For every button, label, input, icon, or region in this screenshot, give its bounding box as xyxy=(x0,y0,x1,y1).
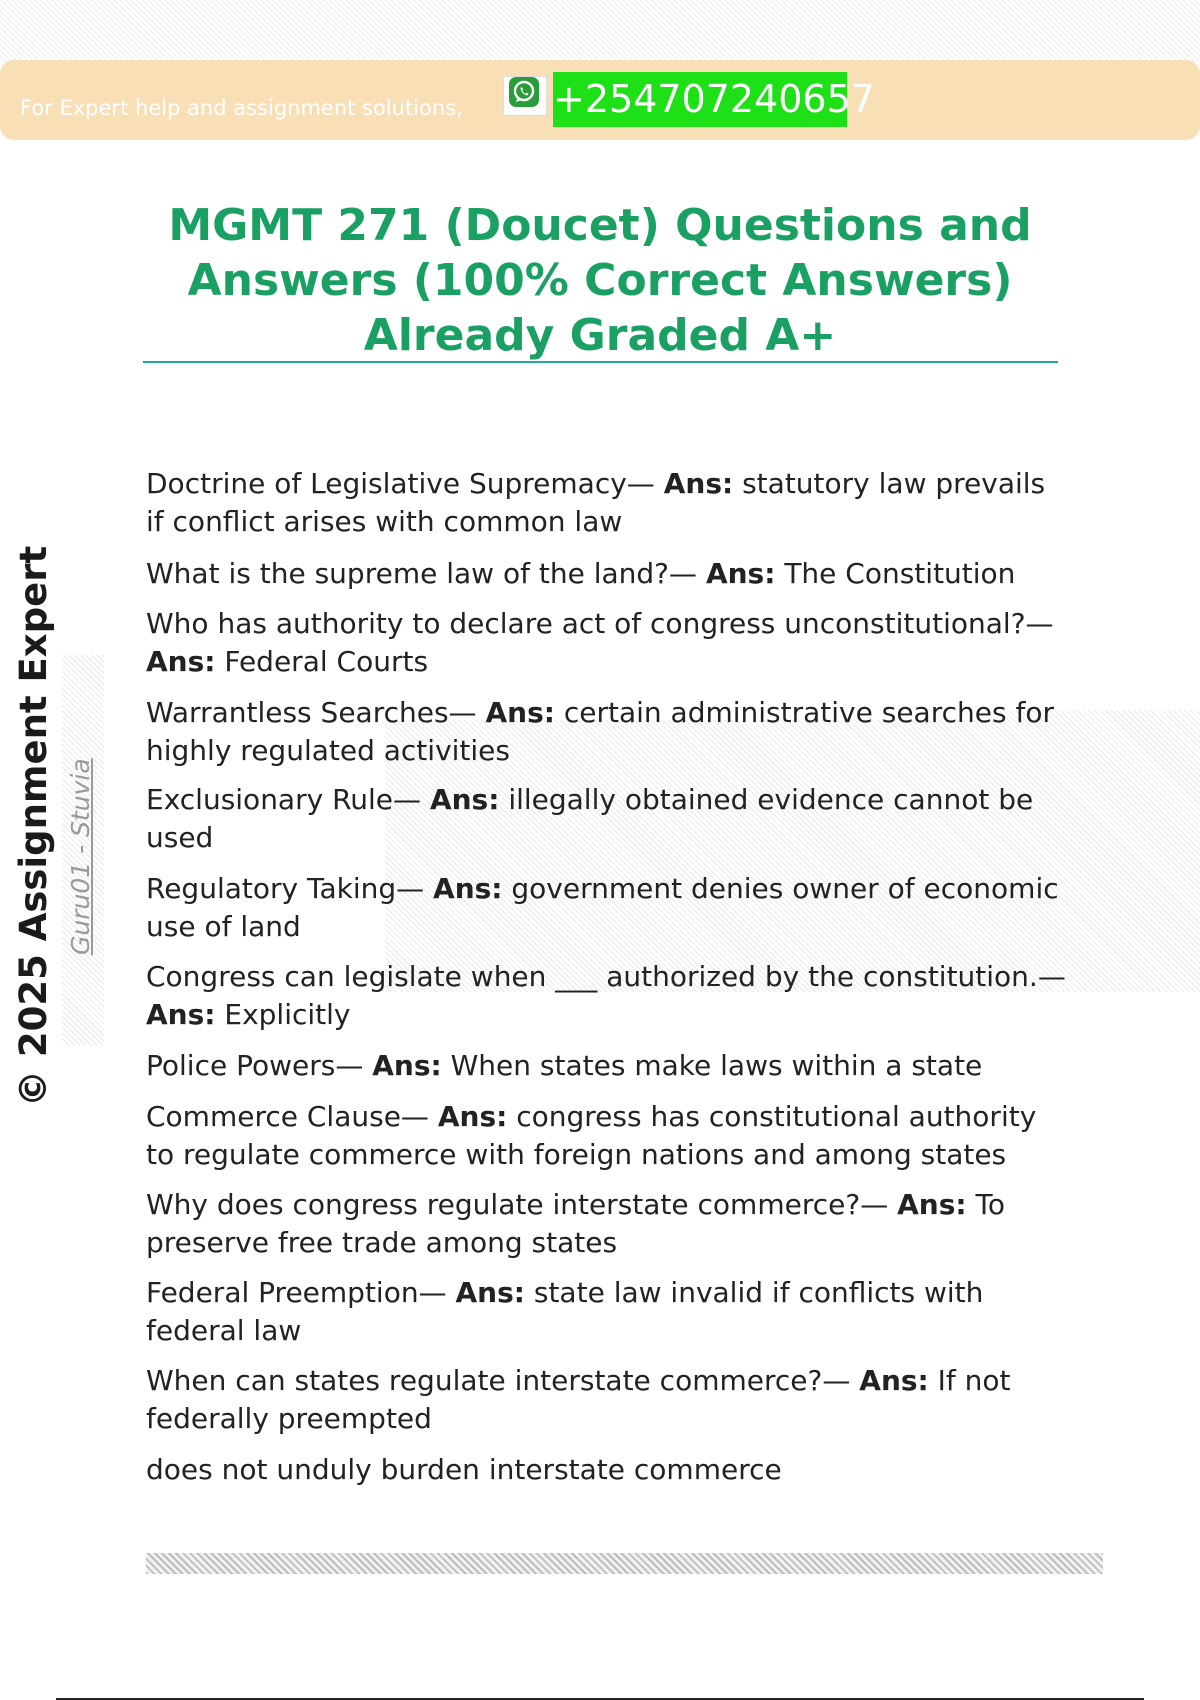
qa-item xyxy=(146,1362,1066,1438)
answer-label: Ans: xyxy=(485,696,555,729)
answer-text: The Constitution xyxy=(784,557,1016,590)
answer-label: Ans: xyxy=(372,1049,442,1082)
answer-label: Ans: xyxy=(429,783,500,816)
answer-label: Ans: xyxy=(705,557,776,590)
answer-text: illegally obtained evidence cannot be used xyxy=(146,783,1034,854)
question-text: Congress can legislate when ___ authorized by the constitution.— xyxy=(146,960,1066,993)
qa-item xyxy=(146,1098,1066,1174)
question-text: When can states regulate interstate commerce?— xyxy=(146,1364,851,1397)
answer-text: statutory law prevails if conflict arises with common law xyxy=(146,467,1046,538)
answer-label: Ans: xyxy=(433,872,503,905)
qa-item xyxy=(146,555,1066,593)
answer-label: Ans: xyxy=(146,998,216,1031)
qa-item xyxy=(146,465,1066,541)
question-text: Who has authority to declare act of congress unconstitutional?— xyxy=(146,607,1054,640)
question-text: Why does congress regulate interstate commerce?— xyxy=(146,1188,889,1221)
promo-text: For Expert help and assignment solutions, xyxy=(20,96,463,120)
question-text: Doctrine of Legislative Supremacy— xyxy=(146,467,655,500)
qa-item xyxy=(146,694,1066,770)
answer-label: Ans: xyxy=(437,1100,508,1133)
document-title: MGMT 271 (Doucet) Questions and Answers (100% Correct Answers) Already Graded A+ xyxy=(168,200,1032,361)
answer-text: Explicitly xyxy=(224,998,351,1031)
answer-label: Ans: xyxy=(455,1276,525,1309)
top-hatch-pattern xyxy=(0,0,1200,62)
answer-label: Ans: xyxy=(663,467,734,500)
answer-label: Ans: xyxy=(859,1364,929,1397)
question-text: Warrantless Searches— xyxy=(146,696,477,729)
qa-item xyxy=(146,605,1066,681)
answer-label: Ans: xyxy=(146,645,216,678)
answer-text: congress has constitutional authority to regulate commerce with foreign nations and among states xyxy=(146,1100,1037,1171)
answer-text: state law invalid if conflicts with federal law xyxy=(146,1276,984,1347)
whatsapp-icon[interactable] xyxy=(508,76,540,108)
answer-continuation: does not unduly burden interstate commerce xyxy=(146,1453,782,1486)
answer-text: certain administrative searches for highly regulated activities xyxy=(146,696,1054,767)
answer-text: When states make laws within a state xyxy=(450,1049,983,1082)
source-watermark: Guru01 - Stuvia xyxy=(66,758,95,955)
answer-text: government denies owner of economic use of land xyxy=(146,872,1059,943)
question-text: Police Powers— xyxy=(146,1049,364,1082)
bottom-hatch-band xyxy=(146,1553,1103,1574)
answer-text: If not federally preempted xyxy=(146,1364,1011,1435)
qa-item xyxy=(146,1186,1066,1262)
question-text: Regulatory Taking— xyxy=(146,872,425,905)
qa-item xyxy=(146,781,1066,857)
question-text: Federal Preemption— xyxy=(146,1276,447,1309)
answer-text: To preserve free trade among states xyxy=(146,1188,1005,1259)
qa-item xyxy=(146,1274,1066,1350)
question-text: Commerce Clause— xyxy=(146,1100,429,1133)
title-underline xyxy=(143,361,1058,363)
qa-item xyxy=(146,1047,1066,1085)
copyright-watermark: © 2025 Assignment Expert xyxy=(12,545,55,1107)
phone-number[interactable]: +254707240657 xyxy=(553,72,847,127)
question-text: What is the supreme law of the land?— xyxy=(146,557,698,590)
answer-text: Federal Courts xyxy=(224,645,429,678)
qa-item xyxy=(146,958,1066,1034)
qa-item xyxy=(146,870,1066,946)
question-text: Exclusionary Rule— xyxy=(146,783,422,816)
answer-label: Ans: xyxy=(897,1188,967,1221)
